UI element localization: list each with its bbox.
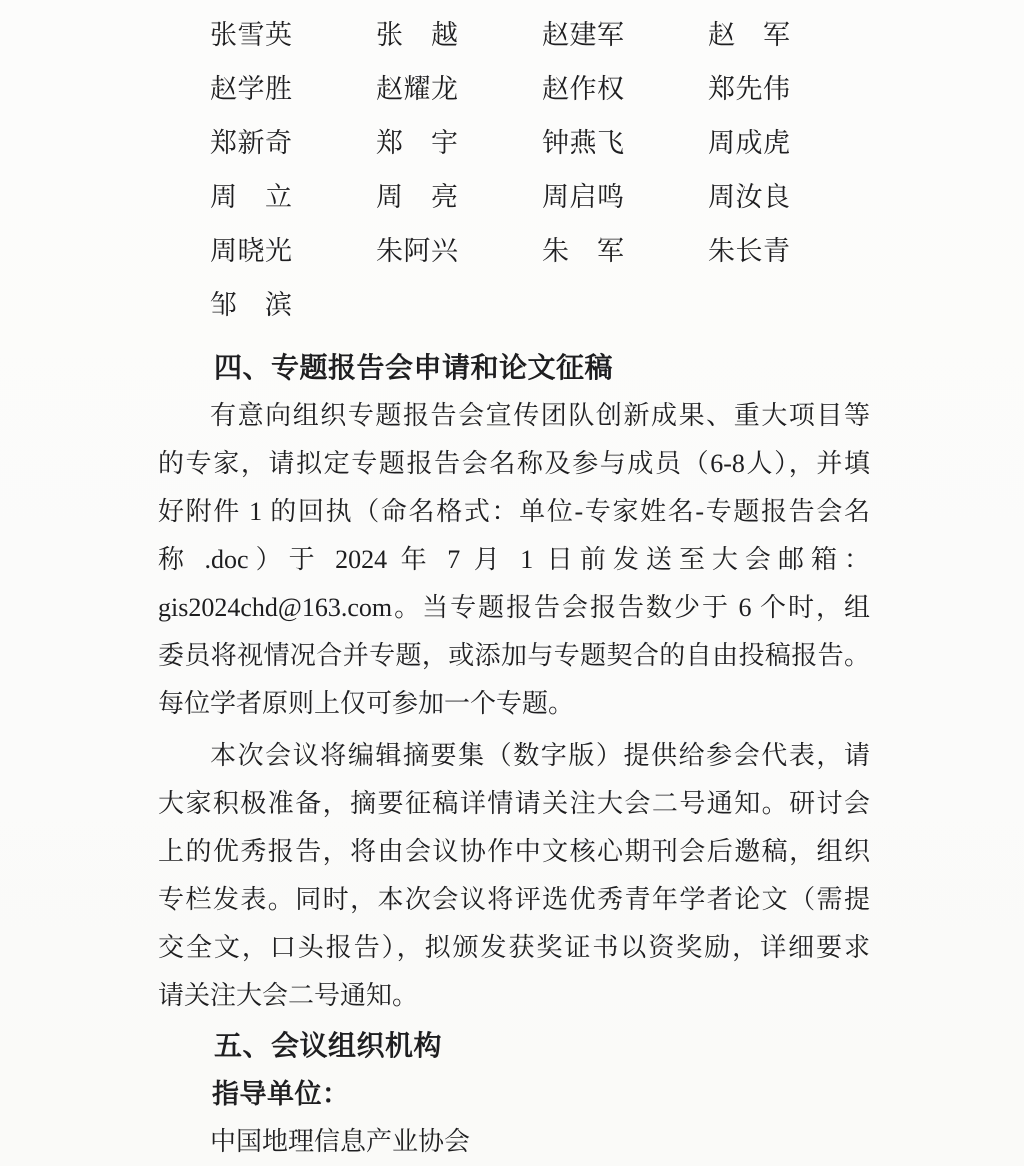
section4-paragraph-1 [158,392,870,728]
name-cell: 周启鸣 [542,182,625,212]
paragraph-line: 专栏发表。同时，本次会议将评选优秀青年学者论文（需提 [158,885,870,914]
paragraph-line: 上的优秀报告，将由会议协作中文核心期刊会后邀稿，组织 [158,837,870,866]
name-cell: 朱 军 [542,236,625,266]
committee-name-list [210,8,870,332]
name-cell: 周 立 [210,182,293,212]
name-cell: 赵作权 [542,74,625,104]
paragraph-line: 称 .doc）于 2024 年 7 月 1 日前发送至大会邮箱： [158,545,870,574]
paragraph-line: 有意向组织专题报告会宣传团队创新成果、重大项目等 [210,401,870,430]
document-content [158,8,870,1166]
name-cell: 郑 宇 [376,128,459,158]
name-cell: 周成虎 [708,128,791,158]
section5-heading: 五、会议组织机构 [214,1030,443,1061]
paragraph-line: 委员将视情况合并专题，或添加与专题契合的自由投稿报告。 [158,641,870,670]
section4-paragraph-2 [158,732,870,1020]
paragraph-line: 本次会议将编辑摘要集（数字版）提供给参会代表，请 [210,741,870,770]
paragraph-line: 好附件 1 的回执（命名格式：单位-专家姓名-专题报告会名 [158,497,870,526]
guidance-unit-label: 指导单位： [212,1079,350,1109]
name-cell: 周 亮 [376,182,459,212]
name-cell: 钟燕飞 [542,128,625,158]
name-cell: 赵 军 [708,20,791,50]
name-cell: 张 越 [376,20,459,50]
name-cell: 张雪英 [210,20,293,50]
paragraph-line: 交全文，口头报告），拟颁发获奖证书以资奖励，详细要求 [158,933,870,962]
paragraph-line: gis2024chd@163.com。当专题报告会报告数少于 6 个时，组 [158,593,870,622]
name-cell: 赵建军 [542,20,625,50]
name-cell: 朱阿兴 [376,236,459,266]
org-name: 中国地理信息产业协会 [210,1127,471,1156]
name-cell: 朱长青 [708,236,791,266]
paragraph-line: 每位学者原则上仅可参加一个专题。 [158,689,575,718]
section4-heading: 四、专题报告会申请和论文征稿 [214,352,614,383]
name-cell: 郑先伟 [708,74,791,104]
paragraph-line: 请关注大会二号通知。 [158,981,419,1010]
paragraph-line: 的专家，请拟定专题报告会名称及参与成员（6-8人），并填 [158,449,870,478]
paragraph-line: 大家积极准备，摘要征稿详情请关注大会二号通知。研讨会 [158,789,870,818]
name-cell: 郑新奇 [210,128,293,158]
name-cell: 赵耀龙 [376,74,459,104]
name-cell: 周晓光 [210,236,293,266]
name-cell: 赵学胜 [210,74,293,104]
name-cell: 邹 滨 [210,290,293,320]
name-cell: 周汝良 [708,182,791,212]
